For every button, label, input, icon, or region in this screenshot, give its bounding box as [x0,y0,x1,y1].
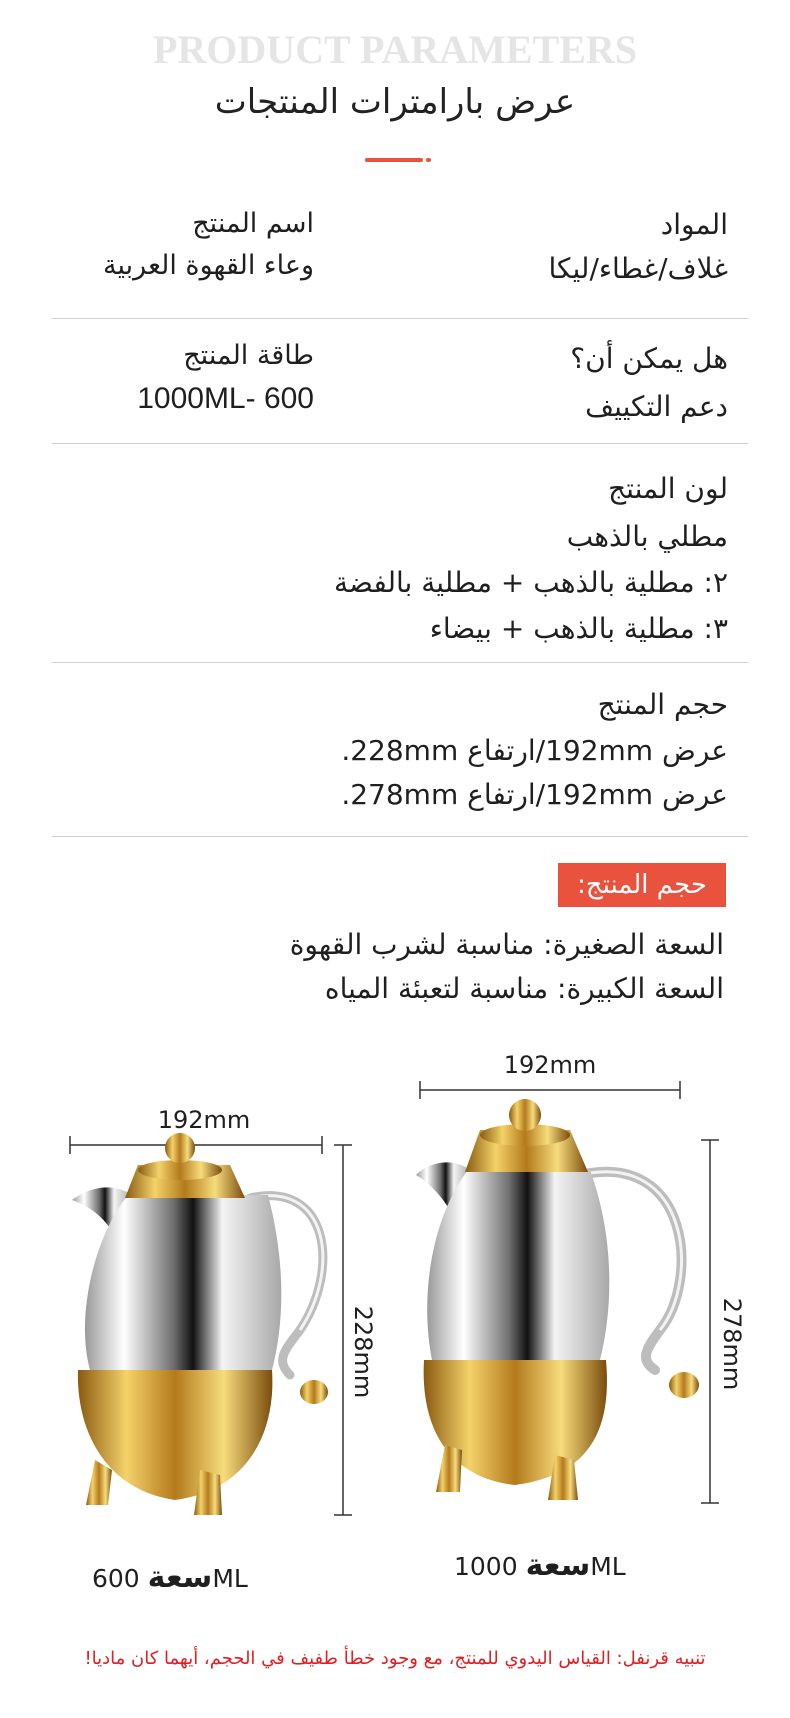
capacity-value: 1000ML- 600 [137,382,314,415]
capacity-word: سعة [147,1560,213,1595]
color-option-2: ٢: مطلية بالذهب + مطلية بالفضة [334,566,728,599]
large-width-label: 192mm [503,1051,597,1079]
customization-value: دعم التكييف [585,390,728,423]
large-pot [416,1081,719,1503]
pots-illustration [0,1030,790,1630]
capacity-word: سعة [525,1548,591,1583]
customization-question: هل يمكن أن؟ [570,342,728,375]
usage-small: السعة الصغيرة: مناسبة لشرب القهوة [289,928,724,961]
accent-underline [365,158,423,162]
arabic-title: عرض بارامترات المنتجات [214,82,576,122]
capacity-number: 600ML [92,1564,248,1593]
product-name-value: وعاء القهوة العربية [103,250,314,281]
usage-large: السعة الكبيرة: مناسبة لتعبئة المياه [324,972,724,1005]
capacity-label: طاقة المنتج [183,340,314,371]
material-label: المواد [660,208,728,241]
small-pot [70,1133,352,1515]
usage-badge: حجم المنتج: [558,863,726,907]
size-small: عرض 192mm/ارتفاع 228mm. [341,734,728,767]
small-width-label: 192mm [157,1106,251,1134]
divider [52,318,748,319]
measurement-warning: تنبيه قرنفل: القياس اليدوي للمنتج، مع وجود خطأ طفيف في الحجم، أيهما كان ماديا! [84,1648,706,1669]
capacity-number: 1000ML [454,1552,626,1581]
english-title: PRODUCT PARAMETERS [152,27,638,72]
size-large: عرض 192mm/ارتفاع 278mm. [341,778,728,811]
color-option-1: مطلي بالذهب [566,520,728,553]
color-label: لون المنتج [608,472,728,505]
size-label: حجم المنتج [597,688,728,721]
color-option-3: ٣: مطلية بالذهب + بيضاء [429,612,728,645]
product-name-label: اسم المنتج [192,208,314,239]
material-value: غلاف/غطاء/ليكا [548,252,728,285]
large-height-label: 278mm [718,1297,746,1391]
divider [52,443,748,444]
divider [52,662,748,663]
accent-dot [426,158,431,162]
small-height-label: 228mm [349,1305,377,1399]
divider [52,836,748,837]
large-capacity-caption [454,1548,626,1583]
small-capacity-caption [92,1560,248,1595]
